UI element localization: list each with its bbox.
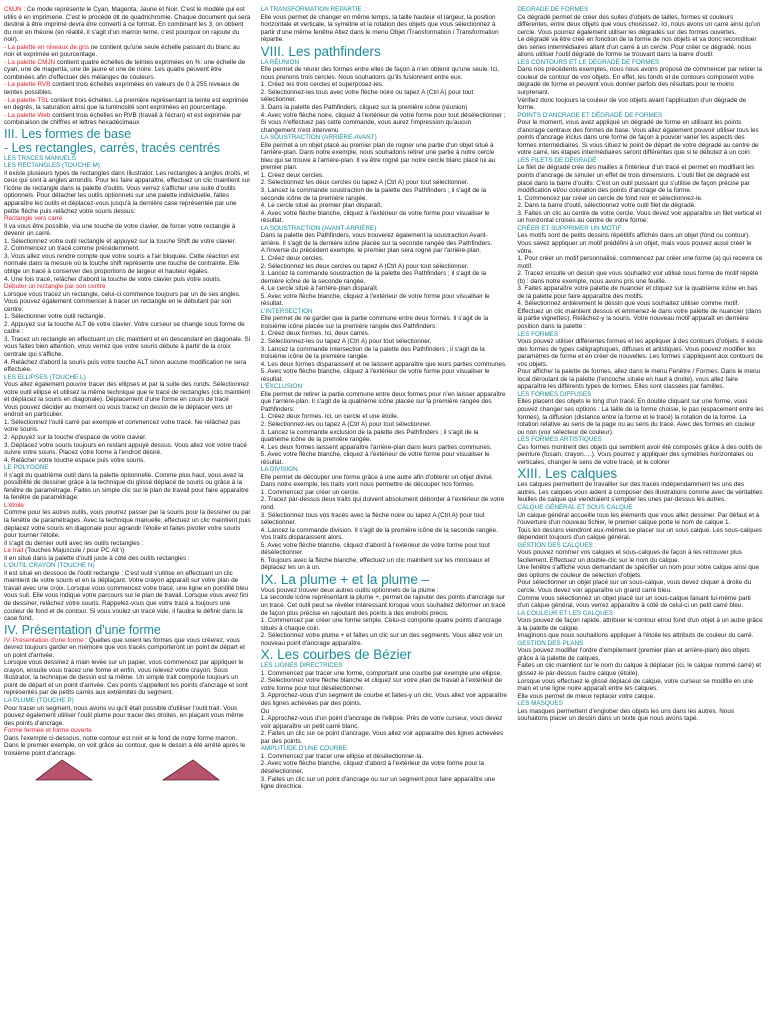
paragraph — [517, 647, 764, 662]
paragraph — [517, 97, 764, 112]
paragraph-text: Elle permet de découper une forme grâce à une autre afin d'obtenir un objet divisé. Dans notre exemple, les traits vont nous permettre de découper nos formes. — [260, 473, 494, 489]
paragraph-text: 4. Le cercle situé à l'arrière-plan disparaît. — [260, 285, 379, 293]
paragraph-text: Ce dégradé permet de créer des suites d'objets de tailles, formes et couleurs différentes, entre deux objets que vous choisissez. Ici, nous avons un carré ainsi qu'un cercle. Vous pourrez également utiliser les dégradés sur des formes ouvertes. — [517, 13, 761, 36]
paragraph — [517, 579, 764, 594]
paragraph-text: Elle vous permet de mieux replacer votre calque. — [517, 692, 655, 700]
paragraph — [261, 346, 508, 361]
paragraph-text: 3. Faites apparaître votre palette de nuancier et cliquez sur la quatrième icône en bas de la palette pour faire apparaître des motifs. — [517, 285, 758, 300]
paragraph — [4, 659, 251, 697]
paragraph — [261, 330, 508, 338]
paragraph-text: 5. Avec votre flèche blanche, cliquez d'abord à l'extérieur de votre forme pour tout désélectionner. — [260, 541, 490, 557]
section-heading: X. Les courbes de Bézier — [260, 647, 412, 663]
paragraph-text: Les masques permettent d'englober des objets les uns dans les autres. Nous souhaitons placer un dessin dans un texte que nous avons tapé. — [517, 707, 735, 723]
highlight-term: - La palette en niveaux de gris — [4, 43, 89, 51]
subsection-heading: LES RECTANGLES (TOUCHE M) — [4, 162, 100, 170]
paragraph-text: Il s'agit du quatrième outil dans la palette optionnelle. Comme plus haut, vous avez la possibilité de dessiner grâce à la technique du glissé déplacé de souris ou grâce à la fenêtre de paramétrage. Faites un simple clic sur le plan de travail pour faire apparaître la fenêtre de paramétrage: — [4, 471, 249, 502]
paragraph-text: Les calques permettent de travailler sur des tracés indépendamment les uns des autres. Les calques vous aident à composer des illustrations comme avec de véritables feuilles de calque qui viendraient s'empiler les unes par-dessus les autres. — [517, 481, 763, 504]
paragraph — [261, 692, 508, 707]
paragraph — [261, 14, 508, 44]
paragraph-text: 2. Dans la barre d'outil, sélectionnez votre outil filet de dégradé. — [517, 202, 696, 210]
paragraph — [4, 245, 251, 253]
subsection-heading: LA SOUSTRACTION (ARRIÈRE-AVANT) — [260, 134, 377, 142]
paragraph — [4, 6, 251, 44]
paragraph — [261, 89, 508, 104]
paragraph — [517, 617, 764, 632]
paragraph — [4, 457, 251, 465]
paragraph-text: 3. Faites un clic au centre de votre cercle. Vous devez voir apparaître un filet vertical et un horizontal croisés au centre de votre forme: — [517, 209, 762, 225]
paragraph — [261, 202, 508, 210]
paragraph — [517, 210, 764, 225]
paragraph-text: 1. Créez deux cercles. — [260, 171, 324, 179]
paragraph — [4, 321, 251, 336]
subsection-heading: AMPLITUDE D'UNE COURBE — [260, 745, 347, 753]
paragraph-text: Le filet de dégradé crée des mailles à l'intérieur d'un tracé et permet en modifiant les points d'ancrage de simuler un effet de trois dimensions. L'outil filet de dégradé est placé dans la barre d'outils: C'est un outil puissant qui s'utilise de façon précise par modification et/ou coloration des points d'ancrage de la forme. — [517, 164, 755, 195]
paragraph — [261, 489, 508, 497]
paragraph-text: Comme vous sélectionnez un objet placé sur un sous-calque faisant lui-même parti d'un calque général, vous verrez apparaître à côté de celui-ci un petit carré bleu. — [517, 594, 751, 610]
highlight-term: - La palette Web — [4, 111, 51, 119]
paragraph-text: Pour tracer un segment, nous avons vu qu'il était possible d'utiliser l'outil trait. Vous pouvez également utiliser l'outil plume pour tracer des droites, en plaçant vous même des points d'ancrage. — [4, 704, 244, 727]
paragraph — [4, 637, 251, 660]
subsection-heading: LES TRACES MANUELS — [4, 154, 76, 162]
paragraph — [4, 336, 251, 359]
paragraph-text: 1. Créez les trois cercles et superposez-les. — [260, 81, 384, 89]
paragraph — [261, 210, 508, 225]
paragraph-text: Pour le moment, vous avez appliqué un dégradé de forme en utilisant les points d'ancrage centraux des formes de base. Vous allez également pouvoir utiliser tous les points d'ancrage inclus dans une forme de façon à pouvoir varier les aspects des formes intermédiaires. Si vous situez le point de départ de votre dégradé au centre de votre carré, les étapes intermédiaires seront différentes que si le débutez à un coin: — [517, 119, 759, 157]
paragraph — [517, 662, 764, 677]
highlight-heading: Débuter un rectangle par son centre — [4, 283, 106, 291]
paragraph-text: 6. Toujours avec la flèche blanche, effectuez un clic maintient sur les morceaux et déplacez les un à un. — [260, 556, 490, 572]
subsection-heading: LA TRANSFORMATION RÉPARTIE : — [260, 6, 366, 13]
highlight-term: IV. Présentation d'une forme — [4, 636, 84, 644]
paragraph — [517, 564, 764, 579]
paragraph — [517, 527, 764, 542]
paragraph — [261, 444, 508, 452]
subsection-heading: LES FILETS DE DÉGRADÉ — [517, 156, 597, 164]
paragraph-text: 3. Lancez la commande exclusion de la palette des Pathfinders ; il s'agit de la quatrième icône de la première rangée. — [260, 428, 479, 444]
paragraph-text: Vous pouvez utiliser différentes formes et les appliquer à des contours d'objets. Il existe des formes de types calligraphiques, diffuses et artistiques. Vous pouvez modifier les paramètres de forme et en créer de nouvelles. Les formes s'appliquent aux contours de vos objets. — [517, 338, 763, 368]
paragraph-text: Il existe plusieurs types de rectangles dans Illustrator. Les rectangles à angles droits, et ceux qui sont à angles arrondis. Pour les faire apparaître, effectuez un clic maintient sur l'icône de rectangle dans la palette d'outils. Vous verrez s'afficher une suite d'outils optionnels. Pour détacher les outils optionnels sur une palette individuelle, faites apparaître les outils et déplacez-vous jusqu'à la dernière case représentée par une petite flèche puis relâchez votre souris dessus: — [4, 169, 251, 215]
paragraph — [517, 240, 764, 255]
paragraph — [517, 195, 764, 203]
paragraph — [261, 677, 508, 692]
paragraph — [261, 421, 508, 429]
paragraph-text: Lorsque vous dessinez à main levée sur un papier, vous commencez par appliquer le crayon, ensuite vous tracez une forme et enfin, vous relevez votre crayon. Sous Illustrator, la technique de dessin est la même. Un simple trait comporte toujours un point de départ et un point d'arrivée. Ces points s'appellent les points d'ancrage et sont représentés par de petits carrés aux extrémités du segment. — [4, 659, 248, 697]
subsection-heading: LES ELLIPSES (TOUCHE L) — [4, 373, 86, 381]
paragraph — [261, 451, 508, 466]
paragraph-text: Un calque général accueille tous les éléments que vous allez dessiner. Par défaut et à l'ouverture d'un nouveau fichier, le premier calque porte le nom de calque 1. — [517, 511, 760, 527]
paragraph — [261, 338, 508, 346]
highlight-term: Le trait — [4, 547, 24, 555]
paragraph-text: Dans nos précédents exemples, nous nous avons proposé de commencer par retirer la couleur de contour de vos objets. En effet, les fonds et de contours composent votre dégradé de forme et peuvent vous donner parfois des résultats pour le moins surprenant. — [517, 66, 763, 97]
paragraph-text: contient trois échelles exprimées en valeurs de 0 à 255 niveaux de teintes possibles. — [4, 81, 240, 97]
paragraph-text: Elle permet de réunir des formes entre elles de façon à n'en obtenir qu'une seule. Ici, nous prenons trois cercles. Nous souhaitons qu'ils fusionnent entre eux. — [260, 66, 500, 81]
section-heading: III. Les formes de base — [4, 126, 132, 141]
paragraph-text: 2. Appuyez sur la touche ALT de votre clavier. Votre curseur se change sous forme de cadre : — [4, 320, 245, 336]
paragraph-text: 2. Tracez ensuite un dessin que vous souhaitez voir utilisé sous forme de motif répété (b) : dans notre exemple, nous avons pris une feuille. — [517, 270, 759, 285]
paragraph-text: Vous pouvez trouver deux autres outils optionnels de la plume : — [260, 586, 439, 594]
paragraph-text: Vous pouvez nommer vos calques et sous-calques de façon à les retrouver plus facilement. Effectuez un double-clic sur le nom du calque. — [517, 549, 742, 564]
paragraph — [4, 97, 251, 112]
paragraph-text: A l'inverse du précédent exemple, le premier plan sera rogné par l'arrière-plan. — [260, 247, 482, 255]
paragraph-text: contient trois échelles. La première représentant la teinte est exprimée en degrés, la saturation ainsi que la luminosité sont exprimées en pourcentage. — [4, 96, 249, 112]
paragraph — [517, 678, 764, 693]
paragraph-text: Vous pouvez décider au moment où vous tracez un dessin de le déplacer vers un endroit en particulier. — [4, 403, 233, 419]
paragraph — [261, 496, 508, 511]
paragraph-text: 1. Commencez par tracer une ellipse et désélectionner-la. — [260, 752, 424, 760]
paragraph-text: La seconde icône représentant la plume +, permet de rajouter des points d'ancrage sur un tracé. Cet outil peut se révéler intéressant lorsque vous souhaitez déformer un tracé de façon plus précise en rajoutant des points à des endroits précis. — [260, 594, 506, 617]
paragraph — [261, 413, 508, 421]
paragraph-text: 2. Avec votre flèche blanche, cliquez d'abord à l'extérieur de votre forme pour la désélectionner. — [260, 760, 485, 775]
highlight-term: - La palette TSL — [4, 96, 49, 104]
subsection-heading: LA DIVISION — [260, 466, 298, 474]
paragraph-text: Elle permet de retirer la partie commune entre deux formes pour n'en laisser apparaître que l'arrière-plan. Il s'agit de la quatrième icône placée sur la première rangée des Pathfinders: — [260, 390, 506, 413]
paragraph-text: Lorsque vous tracez un rectangle, celui-ci commence toujours par un de ses angles. Vous pouvez également commencer à tracer un rectangle en le débutant par son centre. — [4, 290, 241, 313]
section-heading: IV. Présentation d'une forme — [4, 622, 161, 637]
paragraph-text: 2. Sélectionnez votre plume + et faites un clic sur un des segments. Vous allez voir un nouveau point d'ancrage apparaître. — [260, 632, 503, 647]
paragraph — [517, 255, 764, 270]
paragraph-text: 1. Commencez par créer un cercle. — [260, 488, 360, 496]
paragraph — [261, 474, 508, 489]
paragraph — [517, 708, 764, 723]
paragraph-text: 1. Sélectionner votre outil rectangle. — [4, 313, 106, 321]
paragraph — [4, 735, 251, 758]
section-heading: IX. La plume + et la plume – — [260, 571, 430, 587]
paragraph-text: 5. Avec votre flèche blanche, cliquez à l'extérieur de votre forme pour visualiser le résultat. — [260, 368, 490, 383]
subsection-heading: LA COULEUR ET LES CALQUES — [517, 609, 614, 617]
paragraph-text: 4. Sélectionnez entièrement le dessin que vous souhaitez utiliser comme motif. Effectuez un clic maintient dessus et emmenez-le dans votre palette de nuancier (dans la partie vignettes). Relâchez-y la souris. Votre nouveau motif apparaît en dernière position dans la palette : — [517, 300, 762, 330]
text-column-left — [4, 6, 251, 1020]
paragraph — [261, 587, 508, 595]
paragraph-text: 1. Sélectionnez l'outil carré par exemple et commencez votre tracé. Ne relâchez pas votre souris. — [4, 418, 241, 434]
paragraph-text: Vous allez également pouvoir tracer des ellipses et par la suite des ronds. Sélectionnez votre outil ellipse et utilisez la même technique que le tracé de rectangles (clic maintient et déplacez la souris en diagonale). Déplacement d'une forme en cours de tracé — [4, 381, 251, 404]
paragraph — [261, 315, 508, 330]
paragraph-text: contient quatre échelles de teintes exprimées en %: une échelle de cyan, une de magenta, une de jaune et une de noire. Les quatre peuvent être combinées afin d'effectuer des mélanges de couleurs. — [4, 58, 246, 81]
paragraph-text: 1. Pour créer un motif personnalisé, commencez par créer une forme (a) qui recevra ce motif. — [517, 255, 763, 270]
paragraph-text: 3. Approchez-vous d'un segment de courbe et faites-y un clic. Vous allez voir apparaître des lignes achevées par des points. — [260, 692, 507, 708]
section-heading: - Les rectangles, carrés, tracés centrés — [4, 140, 221, 155]
paragraph-text: ne contient qu'une seule échelle passant du blanc au noir et exprimée en pourcentage. — [4, 43, 240, 59]
paragraph — [261, 527, 508, 542]
subsection-heading: LA PLUME (TOUCHE P) — [4, 697, 74, 705]
subsection-heading: LA RÉUNION — [260, 58, 300, 66]
paragraph-text: 3. Vous allez vous rendre compte que votre souris a l'air bloquée. Cette réaction est normale dans la mesure où la touche shift représente une touche de contrainte. Elle oblige un tracé à conserver des proportions de largeur et hauteur égales. — [4, 252, 240, 275]
paragraph-text: Tous les dessins viendront eux-mêmes se placer sur un sous calque. Les sous-calques dépendent toujours d'un calque général. — [517, 526, 763, 542]
paragraph — [4, 291, 251, 314]
paragraph-text: 5. Avec votre flèche blanche, cliquez à l'extérieur de votre forme pour visualiser le résultat. — [260, 451, 490, 466]
paragraph-text: 4. Avec votre flèche noire, cliquez à l'extérieur de votre forme pour tout désélectionner ; Si vous n'effectuez pas cette commande, vous aurez l'impression qu'aucun changement n'est intervenu — [260, 111, 506, 134]
paragraph-text: (Touches Majuscule / pour PC Alt \) — [23, 547, 125, 555]
paragraph-text: Dans l'exemple ci-dessous, notre contour est noir et le fond de notre forme marron. Dans le premier exemple, on voit grâce au contour, que le dessin a été arrêté après le troisième point d'ancrage. — [4, 734, 246, 757]
subsection-heading: GESTION DES CALQUES : — [517, 541, 597, 549]
paragraph-text: 2. Tracez par-dessus deux traits qui doivent absolument déborder à l'extérieur de votre rond. — [260, 496, 505, 511]
paragraph-text: Il s'agit du dernier outil avec les outils rectangles : — [4, 539, 144, 547]
paragraph — [517, 368, 764, 391]
paragraph-text: 5. Avec votre flèche blanche, cliquez à l'extérieur de votre forme pour visualiser le résultat. — [260, 292, 490, 308]
paragraph — [261, 715, 508, 730]
paragraph — [517, 632, 764, 640]
paragraph — [517, 285, 764, 300]
paragraph — [4, 419, 251, 434]
paragraph — [261, 104, 508, 112]
paragraph-text: 2. Appuyez sur la touche d'espace de votre clavier. — [4, 433, 147, 441]
paragraph — [261, 66, 508, 81]
paragraph — [261, 708, 508, 716]
paragraph — [261, 255, 508, 263]
paragraph-text: 2. Faites un clic sur ce point d'ancrage. Vous allez voir apparaître des lignes achevées par des points. — [260, 730, 504, 745]
paragraph — [517, 270, 764, 285]
paragraph-text: Pour sélectionner un objet placé sur un sous-calque, vous devez cliquer à droite du cercle. Vous devez voir apparaître un grand carré bleu. — [517, 579, 752, 595]
paragraph-text: Pour afficher la palette de formes, allez dans le menu Fenêtre / Formes. Dans le menu local déroulant de la palette (l'encoche située en haut à droite), vous allez faire apparaître les différents types de formes. Elles sont classées par familles. — [517, 368, 761, 391]
highlight-term: - La palette CMJN — [4, 58, 56, 66]
paragraph-text: Une fenêtre s'affiche vous demandant de spécifier un nom pour votre calque ainsi que des options de couleur de sélection d'objets. — [517, 564, 759, 579]
paragraph — [517, 66, 764, 96]
paragraph — [261, 368, 508, 383]
paragraph — [261, 361, 508, 369]
highlight-term: - La palette RVB — [4, 81, 51, 89]
paragraph — [517, 119, 764, 157]
paragraph — [517, 232, 764, 240]
paragraph — [261, 670, 508, 678]
paragraph-text: Elle vous permet de changer en même temps, la taille hauteur et largeur, la position horizontale et verticale, la symétrie et la rotation des objets que vous sélectionnez à partir d'une même fenêtre Allez dans le menu Objet /Transformation / Transformation répartie. — [260, 13, 499, 44]
paragraph-text: 2. Sélectionnez votre flèche blanche et cliquez sur votre plan de travail à l'extérieur de votre forme pour tout désélectionner. — [260, 677, 503, 692]
subsection-heading: LE POLYGONE — [4, 464, 49, 472]
paragraph-text: 4. Une fois tracé, relâcher d'abord la touche de votre clavier puis votre souris. — [4, 275, 222, 283]
paragraph-text: contient trois échelles en RVB (travail à l'écran) et est exprimée par combinaison de chiffres et lettres hexadécimaux — [4, 111, 242, 127]
paragraph-text: 1. Créez deux cercles. — [260, 254, 324, 262]
paragraph — [4, 276, 251, 284]
paragraph — [517, 300, 764, 330]
paragraph — [261, 232, 508, 247]
paragraph-text: Comme pour les autres outils, vous pourrez passer par la souris pour la dessiner ou par la fenêtre de paramétrages. Avec la technique manuelle, effectuez un clic maintient puis déplacez votre souris en diagonale pour agrandir l'étoile et faites pivoter votre souris pour tourner l'étoile. — [4, 509, 251, 540]
paragraph — [4, 434, 251, 442]
highlight-heading: Forme fermée et forme ouverte — [4, 727, 92, 735]
paragraph — [517, 338, 764, 368]
paragraph-text: Elle permet à un objet placé au premier plan de rogner une partie d'un objet situé à l'arrière-plan. Dans notre exemple, nous souhaitons retirer une partie à notre cercle bleu qui se trouve à l'arrière-plan. Il va être rogné par notre cercle blanc placé lui au premier plan. — [260, 141, 496, 172]
paragraph — [517, 14, 764, 37]
paragraph — [261, 263, 508, 271]
paragraph — [261, 270, 508, 285]
paragraph-text: 3. Tracez un rectangle en effectuant un clic maintient et en descendant en diagonale. Si vous faites bien attention, vous verrez que votre souris débute à partir de la croix centrale qui s'affiche. — [4, 335, 251, 358]
paragraph — [261, 391, 508, 414]
paragraph-text: 3. Lancez la commande Intersection de la palette des Pathfinders ; il s'agit de la troisième icône de la première rangée. — [260, 345, 485, 361]
paragraph — [261, 179, 508, 187]
paragraph — [261, 632, 508, 647]
paragraph-text: Il en situé dans la palette d'outil juste à côté des outils rectangles : — [4, 554, 190, 562]
paragraph-text: 1. Commencez par créer une forme simple. Celui-ci comporte quatre points d'ancrage situés à chaque coin. — [260, 617, 502, 632]
paragraph-text: 2. Sélectionnez les deux cercles ou tapez A (Ctrl A) pour tout sélectionner. — [260, 262, 469, 270]
subsection-heading: LES FORMES ARTISTIQUES — [517, 436, 602, 444]
paragraph — [261, 172, 508, 180]
paragraph-text: Lorsque vous effectuez le glissé déplacé de calque, votre curseur se modifie en une main et une ligne noire apparaît entre les calques. — [517, 677, 754, 693]
paragraph — [4, 59, 251, 82]
paragraph — [4, 555, 251, 563]
section-heading: VIII. Les pathfinders — [260, 43, 381, 59]
paragraph — [261, 81, 508, 89]
paragraph — [4, 44, 251, 59]
paragraph — [4, 540, 251, 548]
paragraph-text: Faites un clic maintient sur le nom du calque à déplacer (ici, le calque nommé carré) et glissez-le par-dessus l'autre calque (étoile). — [517, 662, 761, 678]
paragraph-text: Vous savez appliquer un motif prédéfini à un objet, mais vous pouvez aussi créer le vôtre. — [517, 239, 752, 255]
paragraph-text: 1. Approchez-vous d'un point d'ancrage de l'ellipse. Près de votre curseur, vous devez voir apparaître un petit carré blanc. — [260, 715, 503, 730]
paragraph — [517, 693, 764, 701]
paragraph — [261, 142, 508, 172]
paragraph — [4, 404, 251, 419]
paragraph — [517, 512, 764, 527]
paragraph — [4, 170, 251, 215]
paragraph-text: 3. Lancez la commande soustraction de la palette des Pathfinders ; il s'agit de la seconde icône de la première rangée. — [260, 187, 487, 202]
paragraph — [261, 542, 508, 557]
paragraph-text: : Quelles que soient les formes que vous créerez, vous devrez toujours garder en mémoire que vos tracés comporteront un point de départ et un point d'arrivée. — [4, 636, 245, 659]
paragraph — [261, 557, 508, 572]
triangle-shape-icon — [161, 759, 221, 781]
subsection-heading: LA SOUSTRACTION (AVANT-ARRIÈRE) — [260, 224, 377, 232]
shape-examples — [4, 757, 251, 781]
paragraph — [261, 730, 508, 745]
subsection-heading: LES LIGNES DIRECTRICES — [260, 662, 343, 670]
paragraph — [517, 164, 764, 194]
paragraph — [517, 595, 764, 610]
paragraph — [517, 481, 764, 504]
subsection-heading: LES MASQUES — [517, 700, 563, 708]
paragraph — [261, 512, 508, 527]
paragraph-text: Vous pouvez modifier l'ordre d'empilement (premier plan et arrière-plan) des objets grâce à la palette de calques. — [517, 647, 750, 662]
paragraph — [4, 81, 251, 96]
paragraph-text: Dans la palette des Pathfinders, vous trouverez également la soustraction Avant-arrière. Il s'agit de la dernière icône placée sur la seconde rangée des Pathfinders. — [260, 232, 493, 247]
paragraph — [4, 442, 251, 457]
highlight-term: CMJN : — [4, 6, 27, 13]
paragraph-text: 3. Dans la palette des Pathfinders, cliquez sur la première icône (réunion) — [260, 104, 468, 112]
paragraph — [517, 398, 764, 436]
paragraph — [517, 549, 764, 564]
paragraph-text: 3. Lancez la commande soustraction de la palette des Pathfinders ; il s'agit de la dernière icône de la seconde rangée. — [260, 270, 487, 285]
paragraph-text: 2. Sélectionnez-les ou tapez A (Ctrl A) pour tout sélectionner. — [260, 420, 432, 428]
paragraph-text: 2. Sélectionnez-les tous avec votre flèche noire ou tapez A (Ctrl A) pour tout sélectionner. — [260, 88, 474, 104]
subsection-heading: LES FORMES DIFFUSES — [517, 390, 592, 398]
paragraph — [517, 36, 764, 59]
paragraph — [261, 753, 508, 761]
paragraph — [4, 509, 251, 539]
paragraph-text: Ou — [260, 707, 270, 715]
paragraph-text: 2. Sélectionnez-les ou tapez A (Ctrl A) pour tout sélectionner. — [260, 337, 432, 345]
paragraph-text: Elles placent des objets le long d'un tracé; En double cliquant sur une forme, vous pouvez changer ses options : La taille de la forme choisie, le pas (espacement entre les formes), la diffusion (distance entre la forme et le tracé) la rotation de la forme. La rotation relative au sens de la page ou au sens du tracé. Avec des formes en couleur ou non (voir sélecteur de couleur). — [517, 398, 764, 436]
paragraph-text: 1. Sélectionnez votre outil rectangle et appuyez sur la touche Shift de votre clavier. — [4, 237, 237, 245]
paragraph — [4, 253, 251, 276]
subsection-heading: POINTS D'ANCRAGE ET DÉGRADÉ DE FORMES — [517, 111, 663, 119]
paragraph — [4, 359, 251, 374]
text-column-middle — [261, 6, 508, 1020]
paragraph-text: Vous pouvez de façon rapide, attribuer le contour et/ou fond d'un objet à un autre grâce à la palette de calque. — [517, 617, 763, 632]
paragraph — [4, 381, 251, 404]
text-column-right — [517, 6, 764, 1020]
paragraph-text: 2. Sélectionnez les deux cercles ou tapez A (Ctrl A) pour tout sélectionner. — [260, 179, 469, 187]
paragraph — [4, 238, 251, 246]
subsection-heading: L'INTERSECTION — [260, 307, 313, 315]
paragraph-text: 4. Lancez la commande division. Il s'agit de la première icône de la seconde rangée. Vos traits disparaissent alors. — [260, 526, 498, 542]
paragraph — [261, 760, 508, 775]
paragraph — [261, 617, 508, 632]
triangle-shape-icon — [34, 759, 94, 781]
paragraph-text: 4. Relâchez d'abord la souris puis votre touche ALT sinon aucune modification ne sera effectuée. — [4, 358, 247, 374]
paragraph-text: 4. Le cercle situé au premier plan disparaît. — [260, 202, 383, 210]
paragraph-text: 4. Les deux formes disparaissent et ne laissent apparaître que leurs parties communes. — [260, 360, 507, 368]
paragraph-text: 3. Sélectionnez tous vos tracés avec la flèche noire ou tapez A (Ctrl A) pour tout sélectionner. — [260, 511, 485, 527]
paragraph-text: 1. Créez deux formes. Ici, un cercle et une étoile. — [260, 413, 399, 421]
paragraph-text: Le dégradé va être créé en fonction de la forme de nos objets et va donc reconstituer des séries intermédiaires allant d'un carré à un cercle. Pour créer ce dégradé, nous allons utiliser l'outil dégradé de forme se trouvant dans la barre d'outil: — [517, 36, 757, 59]
paragraph-text: 2. Commencez un tracé comme précédemment. — [4, 245, 140, 253]
paragraph-text: 4. Relâcher votre touche espace puis votre souris. — [4, 456, 146, 464]
subsection-heading: LES FORMES — [517, 330, 559, 338]
paragraph-text: Il va vous être possible, via une touche de votre clavier, de forcer votre rectangle à devenir un carré. — [4, 222, 236, 238]
paragraph-text: 3. Faites un clic sur un point d'ancrage ou sur un segment pour faire apparaître une ligne directrice. — [260, 775, 495, 791]
paragraph — [4, 472, 251, 502]
paragraph — [4, 570, 251, 623]
paragraph — [261, 776, 508, 791]
subsection-heading: LES CONTOURS ET LE DÉGRADÉ DE FORMES — [517, 58, 660, 66]
paragraph-text: 1. Créez deux formes. Ici, deux carrés. — [260, 330, 370, 338]
paragraph — [261, 293, 508, 308]
subsection-heading: CALQUE GÉNÉRAL ET SOUS CALQUE — [517, 504, 633, 511]
paragraph-text: Il est situé en dessous de l'outil rectangle : C'est outil s'utilise en effectuant un clic maintient de votre souris et en la déplaçant. Votre crayon apparaît sur votre plan de travail avec une croix. Lorsque vous commencez votre tracé, une ligne en pointillé bleu vous suit. Elle vous indique votre parcours sur le plan de travail. Lorsque vous avez fini de dessiner, relâchez votre souris. Rappelez-vous que votre tracé a toujours une couleur de fond et de contour. Si vous voulez un tracé vide, il faudra le définir dans la case fond. — [4, 569, 249, 623]
paragraph-text: Ce mode représente le Cyan, Magenta, Jaune et Noir. C'est le modèle qui est utilis é en imprimerie. C'est le procédé dit de quadrichromie. Chaque document qui sera destiné à être imprimé devra être converti à ce format. En combinant les 3, on obtient du noir en théorie (en réalité, il s'agit d'un marron terne, c'est pourquoi on rajoute du noir). — [4, 6, 251, 44]
subsection-heading: DÉGRADÉ DE FORMES — [517, 6, 589, 13]
paragraph-text: Imaginons que nous souhaitions appliquer à l'étoile les attributs de couleur du carré. — [517, 632, 754, 640]
paragraph — [261, 187, 508, 202]
subsection-heading: GESTION DES PLANS — [517, 639, 584, 647]
paragraph-text: Vérifiez donc toujours la couleur de vos objets avant l'application d'un dégradé de forme. — [517, 96, 747, 112]
section-heading: XIII. Les calques — [517, 466, 618, 482]
paragraph-text: 4. Avec votre flèche blanche, cliquez à l'extérieur de votre forme pour visualiser le résultat. — [260, 209, 490, 225]
paragraph — [261, 429, 508, 444]
paragraph — [4, 223, 251, 238]
subsection-heading: L'OUTIL CRAYON (TOUCHE N) — [4, 562, 95, 570]
paragraph — [261, 247, 508, 255]
paragraph — [261, 285, 508, 293]
paragraph-text: Les motifs sont de petits dessins répétitifs affichés dans un objet (fond ou contour). — [517, 232, 750, 240]
paragraph — [4, 112, 251, 127]
paragraph — [261, 112, 508, 135]
paragraph-text: 1. Commencez par tracer une forme, comportant une courbe par exemple une ellipse. — [260, 669, 502, 677]
paragraph-text: 1. Commencez par créer un cercle de fond noir et sélectionnez-le. — [517, 194, 703, 202]
paragraph — [4, 313, 251, 321]
paragraph — [4, 705, 251, 728]
paragraph — [517, 202, 764, 210]
paragraph — [4, 547, 251, 555]
highlight-heading: Rectangle vers carré — [4, 215, 63, 223]
paragraph-text: 3. Déplacez votre souris toujours en restant appuyé dessus. Vous allez voir votre tracé suivre votre souris. Placez votre forme à l'endroit désiré. — [4, 441, 247, 457]
subsection-heading: CRÉER ET SUPPRIMER UN MOTIF — [517, 224, 622, 232]
paragraph — [517, 444, 764, 467]
highlight-heading: L'étoile — [4, 501, 24, 509]
paragraph-text: 4. Les deux formes laissent apparaître l'arrière-plan dans leurs parties communes. — [260, 443, 492, 451]
paragraph — [261, 594, 508, 617]
subsection-heading: L'EXCLUSION — [260, 383, 303, 391]
paragraph-text: Ces formes montrent des objets qui semblent avoir été composés grâce à des outils de peinture (fusain, crayon….). Vous pourrez y appliquer des symétries horizontales ou verticales, changer le sens de votre tracé, et le colorer — [517, 443, 763, 466]
paragraph-text: Elle permet de ne garder que la partie commune entre deux formes. Il s'agit de la troisième icône placée sur la première rangée des Pathfinders: — [260, 315, 489, 330]
